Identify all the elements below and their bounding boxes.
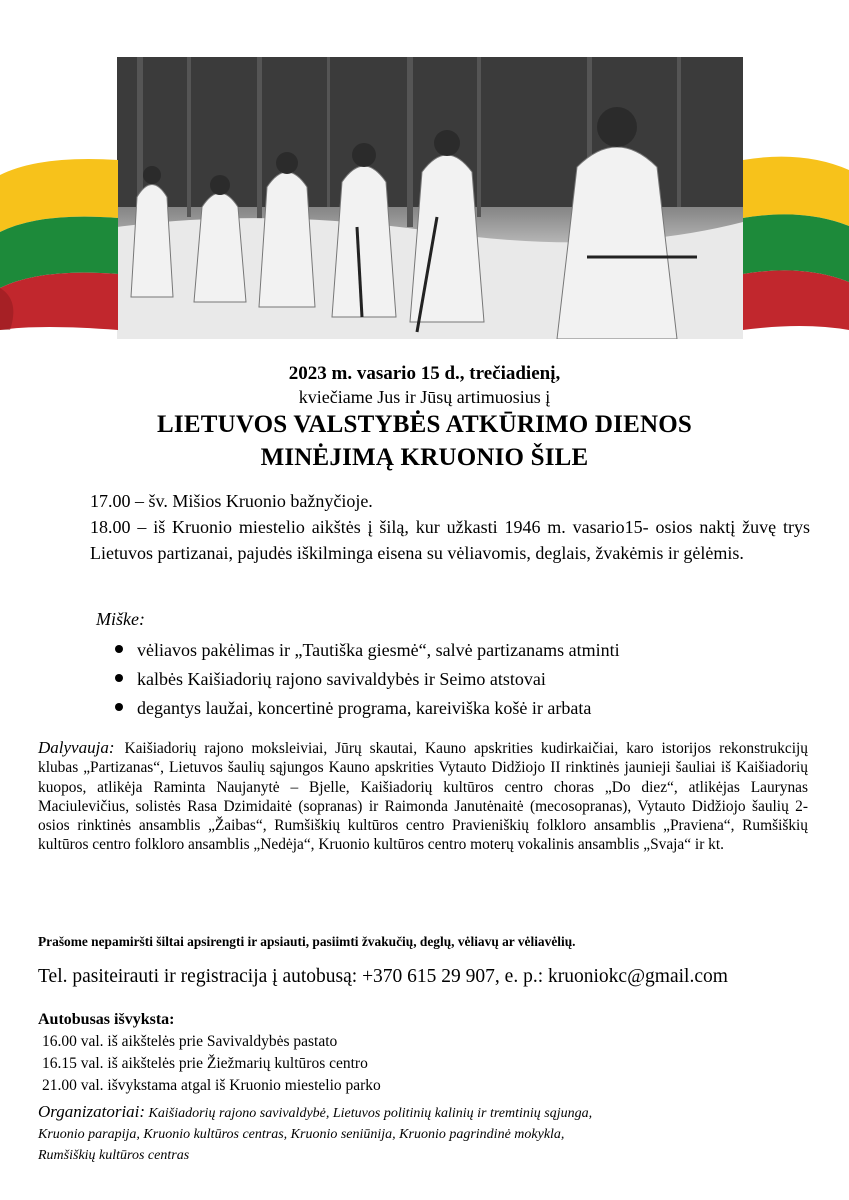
list-item: 21.00 val. išvykstama atgal iš Kruonio miestelio parko [42,1077,381,1094]
organizers: Organizatoriai: Kaišiadorių rajono savivaldybė, Lietuvos politinių kalinių ir tremtinių sąjunga, Kruonio parapija, Kruonio kultūros centras, Kruonio seniūnija, Kruonio pagrindinė mokykla, Rumšiškių kultūros centras [38,1102,593,1163]
bullet-icon [115,703,123,711]
participants-text: Kaišiadorių rajono moksleiviai, Jūrų skautai, Kauno apskrities kudirkaičiai, karo istorijos rekonstrukcijų klubas „Partizanas“, Lietuvos šaulių sąjungos Kauno apskrities Vytauto Didžiojo II rinktinės jaunieji šauliai iš Kaišiadorių kuopos, atlikėja Raminta Naujanytė – Bjelle, Kaišiadorių kultūros centro choras „Do diez“, atlikėjas Laurynas Maciulevičius, solistės Rasa Dzimidaitė (sopranas) ir Raimonda Janutėnaitė (mecosopranas), Vytauto Didžiojo šaulių 2-osios rinktinės ansamblis „Žaibas“, Rumšiškių kultūros centro Pravieniškių folkloro ansamblis „Praviena“, Rumšiškių kultūros centro folkloro ansamblis „Nedėja“, Kruonio kultūros centro moterų vokalinis ansamblis „Svaja“ ir kt. [38,740,808,854]
dress-warmly-note: Prašome nepamiršti šiltai apsirengti ir apsiauti, pasiimti žvakučių, deglų, vėliavų ar vėliavėlių. [38,934,576,949]
list-item: vėliavos pakėlimas ir „Tautiška giesmė“, salvė partizanams atminti [115,636,620,665]
partisans-photo [117,57,743,339]
event-title-line-1: LIETUVOS VALSTYBĖS ATKŪRIMO DIENOS [157,411,692,438]
participants-paragraph [38,738,808,855]
list-item: 16.00 val. iš aikštelės prie Savivaldybės pastato [42,1033,338,1050]
schedule-item-mass: 17.00 – šv. Mišios Kruonio bažnyčioje. [90,491,373,511]
bus-heading: Autobusas išvyksta: [38,1011,175,1028]
list-item: kalbės Kaišiadorių rajono savivaldybės ir Seimo atstovai [115,665,620,694]
event-date: 2023 m. vasario 15 d., trečiadienį, [288,363,561,384]
forest-label: Miške: [96,609,145,629]
bullet-icon [115,674,123,682]
organizers-label: Organizatoriai: [38,1102,146,1121]
bus-schedule [42,1031,381,1097]
flag-left [0,150,118,330]
forest-program-list [115,636,620,723]
list-item: 16.15 val. iš aikštelės prie Žiežmarių kultūros centro [42,1055,368,1072]
schedule-item-procession: 18.00 – iš Kruonio miestelio aikštės į šilą, kur užkasti 1946 m. vasario15- osios naktį žuvę trys Lietuvos partizanai, pajudės iškilminga eisena su vėliavomis, deglais, žvakėmis ir gėlėmis. [90,517,810,563]
contact-line: Tel. pasiteirauti ir registracija į autobusą: +370 615 29 907, e. p.: kruoniokc@gmail.com [38,966,728,987]
participants-label: Dalyvauja: [38,738,115,757]
invite-line: kviečiame Jus ir Jūsų artimuosius į [298,387,551,407]
event-title-line-2: MINĖJIMĄ KRUONIO ŠILE [260,444,589,471]
bullet-icon [115,645,123,653]
flag-right [743,150,849,330]
list-item: degantys laužai, koncertinė programa, kareiviška košė ir arbata [115,694,620,723]
